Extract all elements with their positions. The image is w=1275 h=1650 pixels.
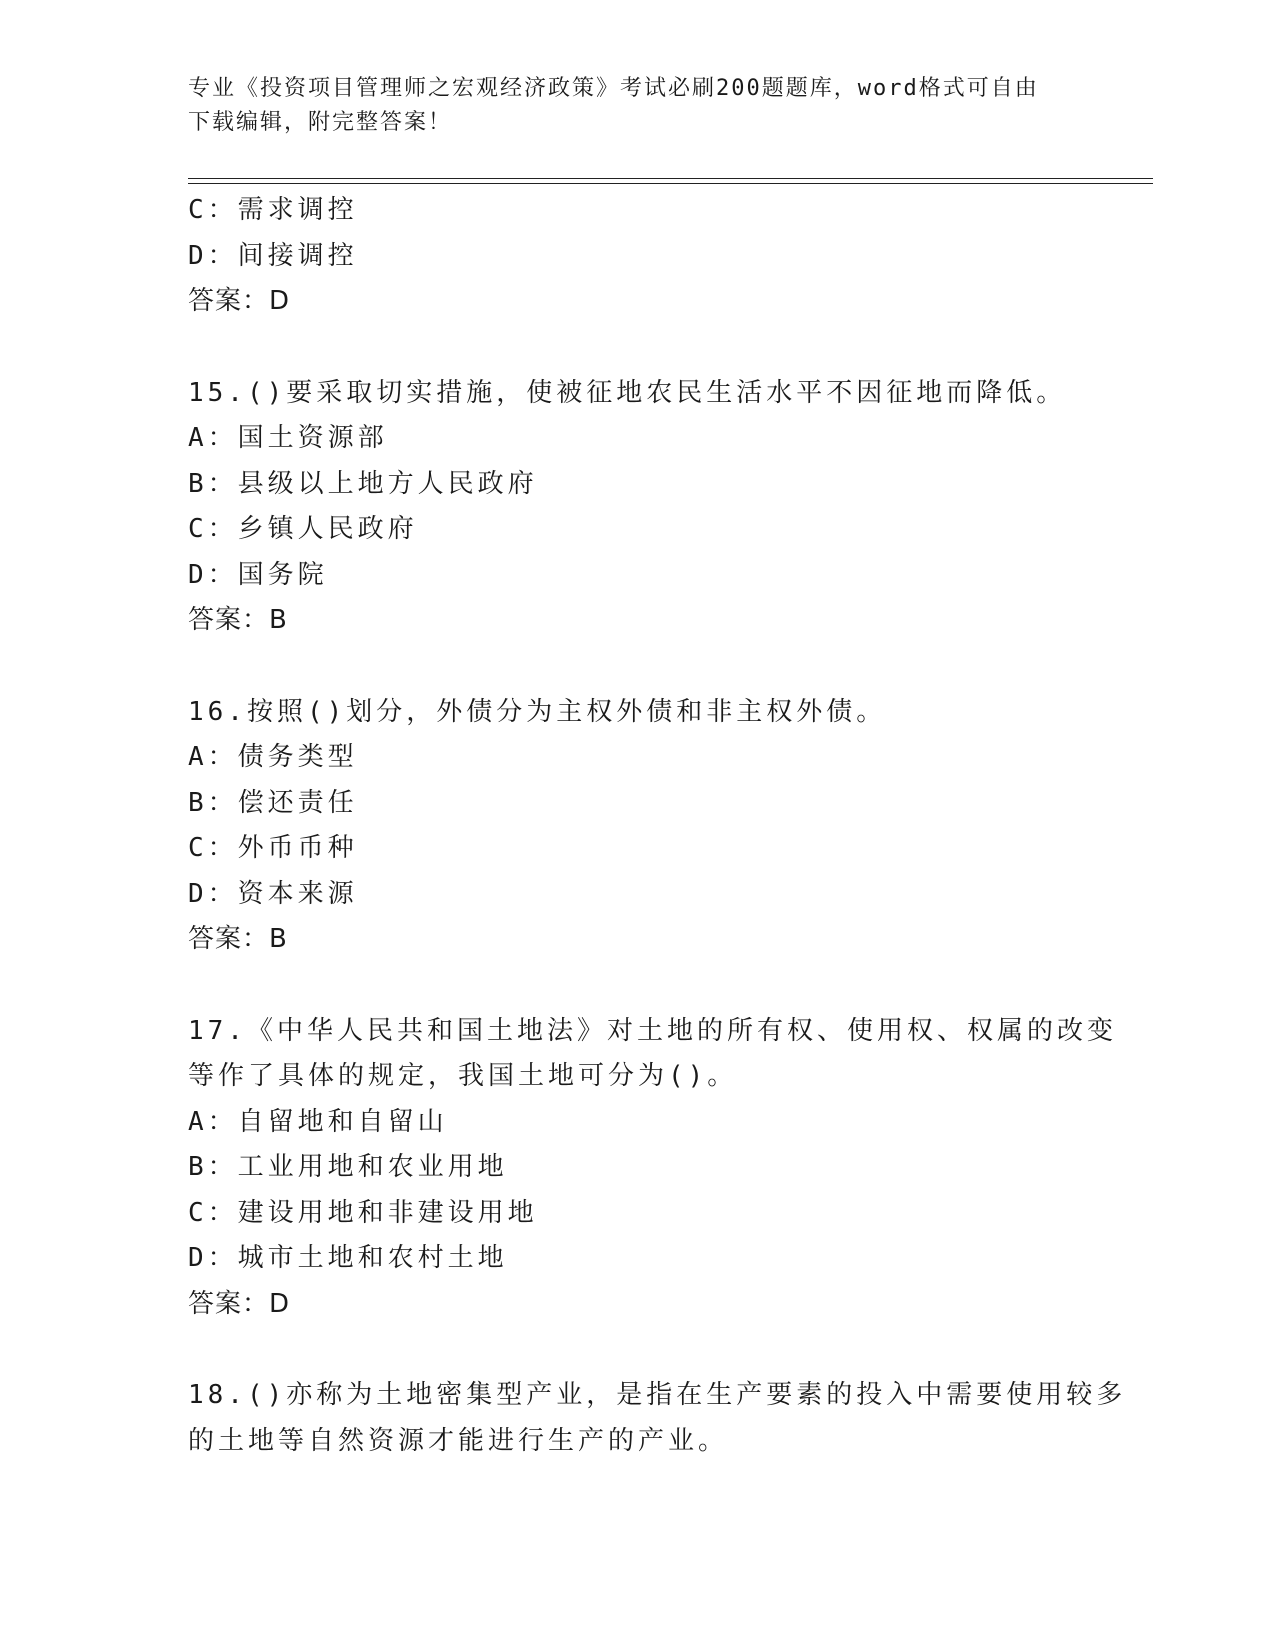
option-b: B：工业用地和农业用地 xyxy=(188,1152,508,1182)
header-line-2: 下载编辑，附完整答案！ xyxy=(188,110,453,135)
page-header xyxy=(188,72,1088,140)
option-a: A：债务类型 xyxy=(188,742,358,772)
question-stem: 15.()要采取切实措施，使被征地农民生活水平不因征地而降低。 xyxy=(188,377,1067,408)
option-c: C：乡镇人民政府 xyxy=(188,514,418,544)
document-body xyxy=(188,188,1127,1464)
option-a: A：国土资源部 xyxy=(188,423,388,453)
question-17 xyxy=(188,1009,1117,1328)
option-c: C：建设用地和非建设用地 xyxy=(188,1197,538,1228)
question-stem-line-1: 18.()亦称为土地密集型产业，是指在生产要素的投入中需要使用较多 xyxy=(188,1380,1127,1410)
header-line-1: 专业《投资项目管理师之宏观经济政策》考试必刷200题题库，word格式可自由 xyxy=(188,76,1039,101)
header-divider-bottom xyxy=(188,183,1153,184)
spacer xyxy=(188,963,1088,1009)
question-14-tail xyxy=(188,188,1088,325)
spacer xyxy=(188,644,1088,690)
option-c: C：外币币种 xyxy=(188,833,358,863)
question-16 xyxy=(188,690,1088,963)
option-c: C：需求调控 xyxy=(188,195,358,225)
option-d: D：城市土地和农村土地 xyxy=(188,1243,508,1273)
question-15 xyxy=(188,371,1088,644)
option-b: B：偿还责任 xyxy=(188,787,358,818)
option-b: B：县级以上地方人民政府 xyxy=(188,468,538,499)
question-stem-line-2: 的土地等自然资源才能进行生产的产业。 xyxy=(188,1425,729,1456)
answer-line: 答案：B xyxy=(188,605,288,635)
option-d: D：国务院 xyxy=(188,559,328,590)
question-stem-line-1: 17.《中华人民共和国土地法》对土地的所有权、使用权、权属的改变 xyxy=(188,1015,1117,1046)
header-divider-top xyxy=(188,178,1153,179)
answer-line: 答案：D xyxy=(188,286,291,316)
question-18 xyxy=(188,1373,1127,1464)
option-d: D：资本来源 xyxy=(188,878,358,909)
spacer xyxy=(188,1327,1088,1373)
answer-line: 答案：B xyxy=(188,924,288,954)
question-stem-line-2: 等作了具体的规定，我国土地可分为()。 xyxy=(188,1061,738,1091)
option-d: D：间接调控 xyxy=(188,240,358,271)
question-stem: 16.按照()划分，外债分为主权外债和非主权外债。 xyxy=(188,696,887,727)
answer-line: 答案：D xyxy=(188,1288,291,1319)
option-a: A：自留地和自留山 xyxy=(188,1106,448,1137)
spacer xyxy=(188,325,1088,371)
